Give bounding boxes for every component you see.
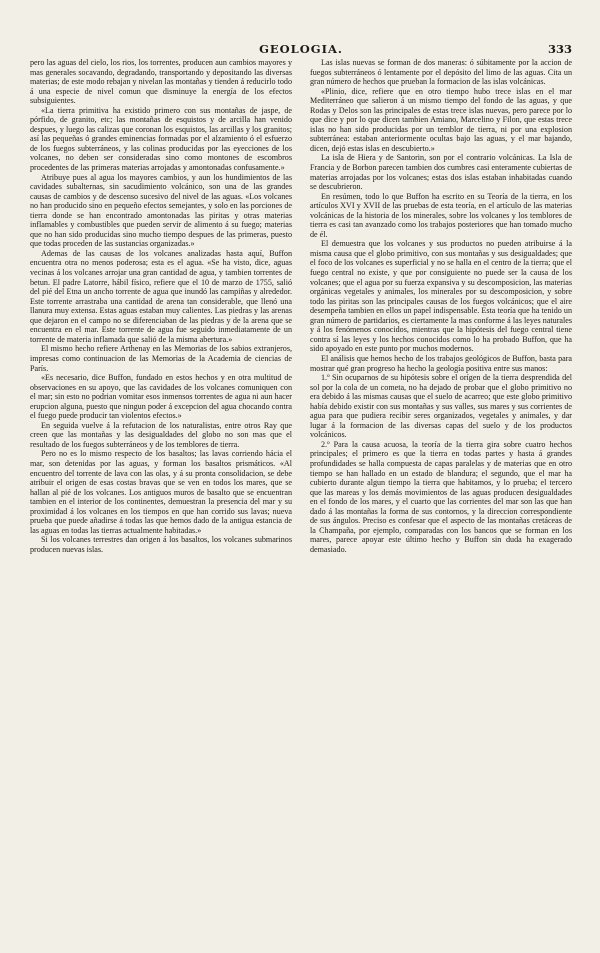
paragraph: Ademas de las causas de los volcanes analizadas hasta aquí, Buffon encuentra otra no menos poderosa; esta es el agua. «Se ha visto, dice, aguas vecinas á los volcanes arrojar una gran cantidad de agua, y tambien torrentes de betun. El padre Latorre, hábil físico, refiere que el 10 de marzo de 1755, salió del pié del Etna un ancho torrente de agua que inundó las campiñas y alrededor. Este torrente arrastraba una cantidad de arena tan considerable, que llenó una llanura muy extensa. Estas aguas estaban muy calientes. Las piedras y las arenas que dejaron en el campo no se diferenciaban de las piedras y de la arena que se encuentra en el mar. Este torrente de agua fue seguido inmediatamente de un torrente de materia inflamada que salió de la misma abertura.» xyxy=(30,248,292,344)
paragraph: 2.º Para la causa acuosa, la teoría de la tierra gira sobre cuatro hechos principales; el primero es que la tierra en todas partes y hasta á grandes profundidades se halla compuesta de capas paralelas y de materias que en otro tiempo se han hallado en un estado de blandura; el segundo, que el mar ha cubierto durante algun tiempo la tierra que habitamos, y lo prueba; el tercero que las mareas y los demás movimientos de las aguas producen desigualdades en el fondo de los mares, y el cuarto que las corrientes del mar son las que han dado á las montañas la forma de sus contornos, y la direccion correspondiente de sus ángulos. Preciso es confesar que el aspecto de las montañas cretáceas de la Champaña, por ejemplo, comparadas con los bancos que se forman en los mares, parece apoyar este último hecho y Buffon sin duda ha exagerado demasiado. xyxy=(310,439,572,554)
paragraph: Las islas nuevas se forman de dos maneras: ó súbitamente por la accion de fuegos subterráneos ó lentamente por el depósito del limo de las aguas. Cita un gran número de hechos que prueban la formacion de las islas volcánicas. xyxy=(310,58,572,87)
paragraph: En seguida vuelve á la refutacion de los naturalistas, entre otros Ray que creen que las montañas y las desigualdades del globo no son mas que el resultado de los fuegos subterráneos y de los temblores de tierra. xyxy=(30,420,292,449)
paragraph: El mismo hecho refiere Arthenay en las Memorias de los sabios extranjeros, impresas como continuacion de las Memorias de la Academia de ciencias de París. xyxy=(30,344,292,373)
paragraph: «Plinio, dice, refiere que en otro tiempo hubo trece islas en el mar Mediterráneo que salieron á un mismo tiempo del fondo de las aguas, y que Rodas y Delos son las principales de estas trece islas nuevas, pero parece por lo que dice y por lo que dicen tambien Amiano, Marcelino y Filon, que estas trece islas no han sido producidas por un temblor de tierra, ni por una explosion subterránea: estaban anteriormente ocultas bajo las aguas, y el mar bajando, dicen, dejó estas islas en descubierto.» xyxy=(310,86,572,153)
paragraph: El demuestra que los volcanes y sus productos no pueden atribuirse á la misma causa que el globo primitivo, con sus montañas y sus desigualdades; que el foco de los volcanes es superficial y no se halla en el centro de la tierra; que el fuego central no existe, y que por consiguiente no puede ser la causa de los volcanes; que el agua por su fuerza expansiva y su descomposicion, las materias orgánicas vegetales y animales, los minerales por su descomposicion, y sobre todo las piritas son las principales causas de los fuegos volcánicos; que el aire desempeña tambien en ellos un papel indispensable. Esta teoría que ha tenido un gran número de partidarios, es ciertamente la mas conforme á las leyes naturales y á los fenómenos conocidos, mientras que la hipótesis del fuego central tiene contra sí las leyes y los hechos conocidos como lo ha probado Buffon, que ha sido apoyado en este punto por muchos modernos. xyxy=(310,239,572,354)
paragraph: Pero no es lo mismo respecto de los basaltos; las lavas corriendo hácia el mar, son detenidas por las aguas, y forman los basaltos prismáticos. «Al encuentro del torrente de lava con las olas, y á su pronta consolidacion, se debe atribuir el origen de esas costas bravas que se ven en todos los mares, que se hallan al pié de los volcanes. Los antiguos muros de basalto que se encuentran tambien en el interior de los continentes, demuestran la presencia del mar y su proximidad á los volcanes en los tiempos en que han corrido sus lavas; nueva prueba que puede añadirse á todas las que hemos dado de la antigua estancia de las aguas en todas las tierras actualmente habitadas.» xyxy=(30,449,292,535)
page-title: GEOLOGIA. xyxy=(259,42,343,56)
left-column xyxy=(30,58,292,554)
page-number: 333 xyxy=(547,42,572,56)
paragraph: «Es necesario, dice Buffon, fundado en estos hechos y en otra multitud de observaciones en su apoyo, que las cavidades de los volcanes comuniquen con el mar; sin esto no podrian vomitar esos inmensos torrentes de agua ni aun hacer erupcion alguna, puesto que ningun poder á excepcion del agua chocando contra el fuego puede producir tan violentos efectos.» xyxy=(30,373,292,421)
paragraph: «La tierra primitiva ha existido primero con sus montañas de jaspe, de pórfido, de granito, etc; las montañas de esquistos y de arcilla han venido despues, y luego las calizas que coronan los esquistos, las arcillas y los granitos; así las pequeñas ó grandes eminencias formadas por el alzamiento ó el esfuerzo de los fuegos subterráneos, y las colinas producidas por las eyecciones de los volcanes, no deben ser consideradas sino como montones de escombros procedentes de las primeras materias arrojadas y amontonadas confusamente.» xyxy=(30,105,292,173)
paragraph: En resúmen, todo lo que Buffon ha escrito en su Teoría de la tierra, en los artículos XVI y XVII de las pruebas de esta teoría, en el artículo de las materias volcánicas de la historia de los minerales, sobre los volcanes y los temblores de tierra es casi tan avanzado como los trabajos posteriores que han tomado mucho de él. xyxy=(310,191,572,239)
paragraph: 1.º Sin ocuparnos de su hipótesis sobre el orígen de la tierra desprendida del sol por la cola de un cometa, no ha dejado de probar que el globo primitivo no era debido á las mismas causas que el suelo de acarreo; que este globo primitivo había debido existir con sus montañas y sus valles, sus mares y sus corrientes de agua para que pudiera recibir seres organizados, vegetales y animales, y dar lugar á la formacion de las diversas capas del suelo y de los productos volcánicos. xyxy=(310,373,572,440)
paragraph: El análisis que hemos hecho de los trabajos geológicos de Buffon, basta para mostrar qué gran progreso ha hecho la geología positiva entre sus manos: xyxy=(310,353,572,373)
running-header xyxy=(30,42,572,58)
paragraph: Atribuye pues al agua los mayores cambios, y aun los hundimientos de las cavidades subalternas, sin sacudimiento volcánico, son una de las grandes causas de cambios y de descenso sucesivo del nivel de las aguas. «Los volcanes no han producido sino en pequeño efectos semejantes, y solo en las porciones de tierra donde se han encontrado amontonadas las piritas y otras materias inflamables y combustibles que pueden servir de alimento á su fuego; materias que no han sido producidas sino mucho tiempo despues de las primeras, puesto que todas proceden de las sustancias organizadas.» xyxy=(30,172,292,249)
paragraph: Si los volcanes terrestres dan origen á los basaltos, los volcanes submarinos producen nuevas islas. xyxy=(30,535,292,554)
right-column xyxy=(310,58,572,554)
paragraph: La isla de Hiera y de Santorin, son por el contrario volcánicas. La Isla de Francia y de Borbon parecen tambien dos cumbres casi enteramente cubiertas de materias arrojadas por los volcanes; estas dos islas estaban inhabitadas cuando se descubrieron. xyxy=(310,153,572,192)
paragraph: pero las aguas del cielo, los rios, los torrentes, producen aun cambios mayores y mas generales socavando, degradando, transportando y depositando las diversas materias; de este modo rebajan y nivelan las montañas y tienden á reducirlo todo á una especie de nivel comun que disminuye la energía de los efectos subsiguientes. xyxy=(30,58,292,106)
